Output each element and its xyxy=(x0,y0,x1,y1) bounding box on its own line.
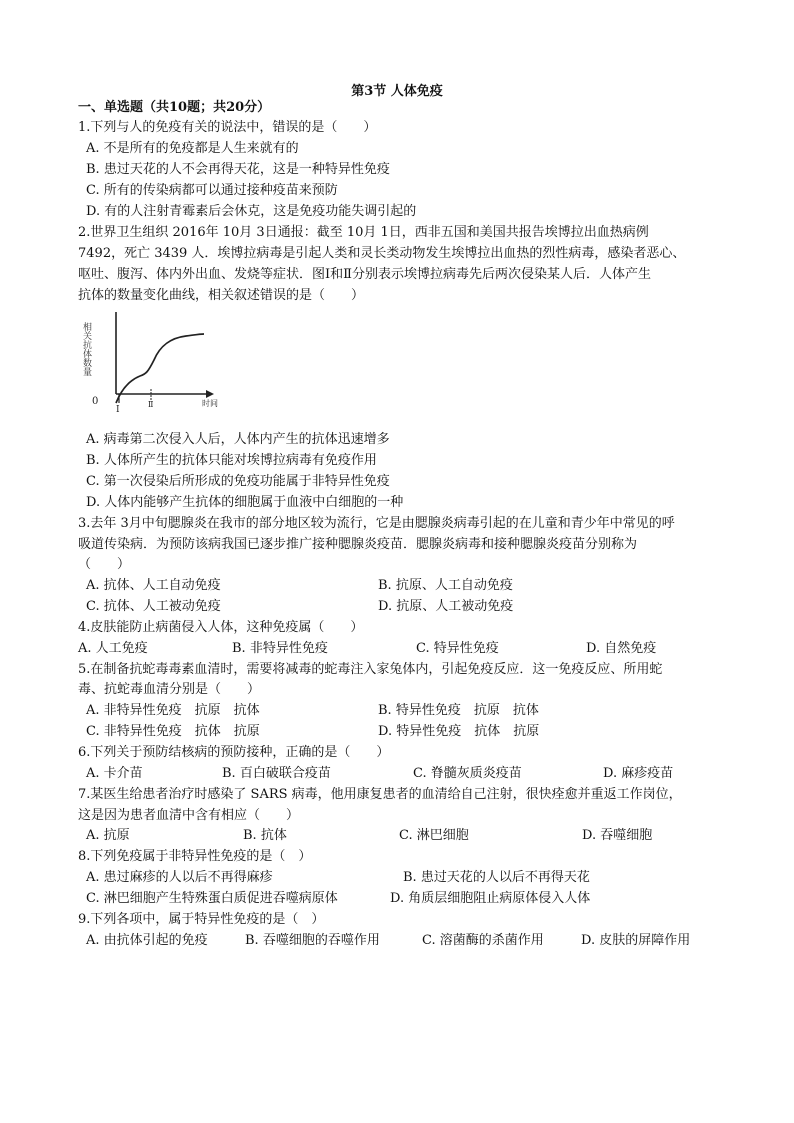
y-axis-label: 相关抗体数量 xyxy=(81,322,91,376)
origin-label: 0 xyxy=(92,396,99,407)
question-6-stem: 6.下列关于预防结核病的预防接种，正确的是（ ） xyxy=(78,745,390,760)
x-axis-label: 时间 xyxy=(202,399,218,408)
question-6-option-d: D. 麻疹疫苗 xyxy=(603,766,674,781)
question-4-option-c: C. 特异性免疫 xyxy=(416,641,499,656)
question-7-option-c: C. 淋巴细胞 xyxy=(399,828,469,843)
question-6-option-b: B. 百白破联合疫苗 xyxy=(222,766,331,781)
question-7-option-a: A. 抗原 xyxy=(86,828,130,843)
question-5-option-b: B. 特异性免疫 抗原 抗体 xyxy=(378,703,539,718)
question-2-stem-line: 抗体的数量变化曲线，相关叙述错误的是（ ） xyxy=(78,288,365,303)
question-1-option-c: C. 所有的传染病都可以通过接种疫苗来预防 xyxy=(86,183,338,198)
marker-2-label: Ⅱ xyxy=(148,400,154,409)
question-3-stem-line: 3.去年 3月中旬腮腺炎在我市的部分地区较为流行，它是由腮腺炎病毒引起的在儿童和青少年中常见的呼 xyxy=(78,516,675,531)
question-4-stem: 4.皮肤能防止病菌侵入人体，这种免疫属（ ） xyxy=(78,620,364,635)
question-2-option-b: B. 人体所产生的抗体只能对埃博拉病毒有免疫作用 xyxy=(86,453,377,468)
question-9-option-b: B. 吞噬细胞的吞噬作用 xyxy=(245,933,380,948)
question-2-stem-line: 2.世界卫生组织 2016年 10月 3日通报：截至 10月 1日，西非五国和美国共报告埃博拉出血热病例 xyxy=(78,225,649,240)
question-7-option-b: B. 抗体 xyxy=(243,828,287,843)
question-5-stem-line: 5.在制备抗蛇毒毒素血清时，需要将减毒的蛇毒注入家兔体内，引起免疫反应．这一免疫反应、所用蛇 xyxy=(78,662,663,677)
question-8-option-d: D. 角质层细胞阻止病原体侵入人体 xyxy=(390,891,591,906)
question-1-option-a: A. 不是所有的免疫都是人生来就有的 xyxy=(86,141,299,156)
question-8-option-c: C. 淋巴细胞产生特殊蛋白质促进吞噬病原体 xyxy=(86,891,338,906)
question-3-stem-line: 吸道传染病．为预防该病我国已逐步推广接种腮腺炎疫苗．腮腺炎病毒和接种腮腺炎疫苗分别称为 xyxy=(78,537,638,552)
question-1-option-b: B. 患过天花的人不会再得天花，这是一种特异性免疫 xyxy=(86,162,390,177)
question-2-option-a: A. 病毒第二次侵入人后，人体内产生的抗体迅速增多 xyxy=(86,432,390,447)
question-4-option-b: B. 非特异性免疫 xyxy=(232,641,328,656)
question-9-stem: 9.下列各项中，属于特异性免疫的是（ ） xyxy=(78,912,325,927)
antibody-curve-figure xyxy=(78,308,248,418)
question-5-stem-line: 毒、抗蛇毒血清分别是（ ） xyxy=(78,682,261,697)
question-2-stem-line: 呕吐、腹泻、体内外出血、发烧等症状．图Ⅰ和Ⅱ分别表示埃博拉病毒先后两次侵染某人后．人体产生 xyxy=(78,267,651,282)
question-8-option-b: B. 患过天花的人以后不再得天花 xyxy=(403,870,590,885)
question-9-option-c: C. 溶菌酶的杀菌作用 xyxy=(422,933,544,948)
question-5-option-d: D. 特异性免疫 抗体 抗原 xyxy=(378,724,540,739)
question-5-option-c: C. 非特异性免疫 抗体 抗原 xyxy=(86,724,260,739)
question-4-option-a: A. 人工免疫 xyxy=(78,641,148,656)
question-2-stem-line: 7492，死亡 3439 人．埃博拉病毒是引起人类和灵长类动物发生埃博拉出血热的烈性病毒，感染者恶心、 xyxy=(78,246,686,261)
question-2-option-c: C. 第一次侵染后所形成的免疫功能属于非特异性免疫 xyxy=(86,474,390,489)
x-axis-arrow xyxy=(206,390,214,398)
question-4-option-d: D. 自然免疫 xyxy=(586,641,657,656)
question-7-stem-line: 这是因为患者血清中含有相应（ ） xyxy=(78,808,300,823)
question-3-option-c: C. 抗体、人工被动免疫 xyxy=(86,599,221,614)
question-2-option-d: D. 人体内能够产生抗体的细胞属于血液中白细胞的一种 xyxy=(86,495,404,510)
question-1-stem: 1.下列与人的免疫有关的说法中，错误的是（ ） xyxy=(78,120,377,135)
question-9-option-a: A. 由抗体引起的免疫 xyxy=(86,933,208,948)
antibody-curve xyxy=(116,334,204,403)
question-5-option-a: A. 非特异性免疫 抗原 抗体 xyxy=(86,703,260,718)
question-8-stem: 8.下列免疫属于非特异性免疫的是（ ） xyxy=(78,849,312,864)
question-7-option-d: D. 吞噬细胞 xyxy=(582,828,653,843)
question-6-option-a: A. 卡介苗 xyxy=(86,766,143,781)
question-3-stem-line: （ ） xyxy=(78,557,131,572)
question-8-option-a: A. 患过麻疹的人以后不再得麻疹 xyxy=(86,870,273,885)
question-6-option-c: C. 脊髓灰质炎疫苗 xyxy=(413,766,522,781)
question-9-option-d: D. 皮肤的屏障作用 xyxy=(581,933,691,948)
question-3-option-d: D. 抗原、人工被动免疫 xyxy=(378,599,514,614)
question-1-option-d: D. 有的人注射青霉素后会休克，这是免疫功能失调引起的 xyxy=(86,204,417,219)
marker-1-label: Ⅰ xyxy=(116,405,120,415)
question-3-option-b: B. 抗原、人工自动免疫 xyxy=(378,578,513,593)
question-3-option-a: A. 抗体、人工自动免疫 xyxy=(86,578,221,593)
page-title: 第3节 人体免疫 xyxy=(351,84,443,99)
section-heading: 一、单选题（共10题；共20分） xyxy=(78,100,271,115)
question-7-stem-line: 7.某医生给患者治疗时感染了 SARS 病毒，他用康复患者的血清给自己注射，很快痊愈并重返工作岗位， xyxy=(78,787,682,802)
